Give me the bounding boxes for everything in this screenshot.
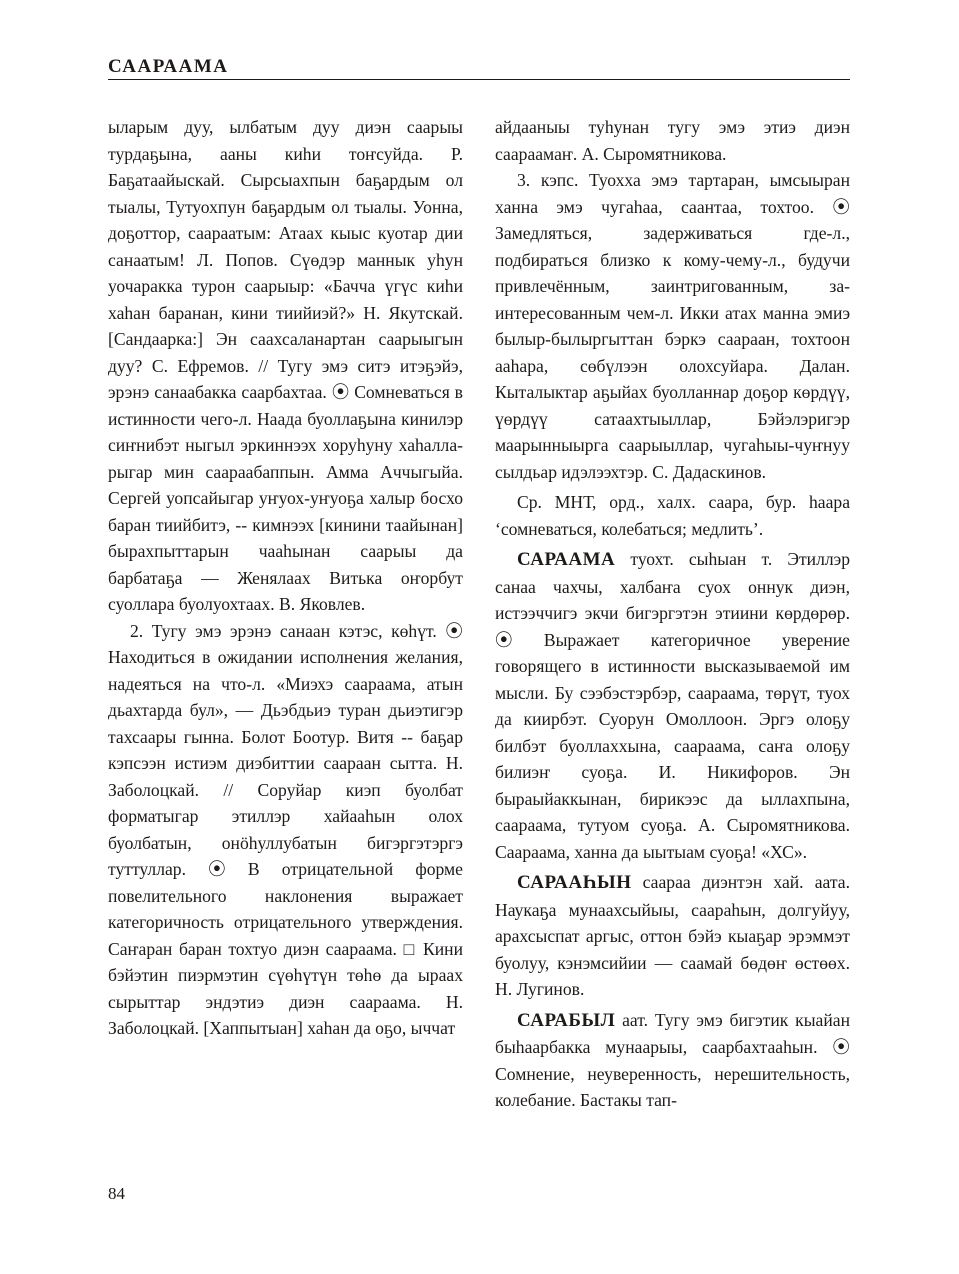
entry-saarabyl (495, 1007, 850, 1114)
right-paragraph-3: Ср. МНТ, орд., халх. саара, бур. һаара ‘сомневаться, колебаться; медлить’. (495, 492, 850, 539)
right-paragraph-2: 3. кэпс. Туохха эмэ тартаран, ымсыыран ханна эмэ чугаһаа, саантаа, тохтоо. ⦿ Замедляться, задерживаться где-л., подбираться близко к кому-чему-л., будучи привлечённым, заинтригованным, заинтересованным чем-л. Икки атах манна эмиэ былыр-былыргыттан бэркэ саараан, тохтоон ааһара, сөбүлээн олохсуйара. Далан. Кыталыктар аҕыйах буолланнар доҕор көрдүү, үөрдүү сатаахтыыллар, Бэйэлэригэр маарынныырга саарыыллар, чугаһыы-чуҥнуу сылдьар идэлээхтэр. С. Дадаскинов. (495, 170, 850, 482)
entry-saaraahyn (495, 869, 850, 1003)
headword-saarabyl: САРАБЫЛ (517, 1009, 616, 1031)
header-rule (108, 79, 850, 80)
right-paragraph-1: айдааныы туһунан тугу эмэ этиэ диэн саараамаҥ. А. Сыромятникова. (495, 117, 850, 164)
left-paragraph-2: 2. Тугу эмэ эрэнэ санаан кэтэс, көһүт. ⦿ Находиться в ожидании исполнения желания, надеяться на что-л. «Миэхэ саараама, атын дьахтарда бул», — Дьэбдьиэ туран дьиэтигэр тахсаары гынна. Болот Боотур. Витя -- баҕар кэпсээн истиэм диэбиттии саараан сытта. Н. Заболоцкай. // Соруйар киэп буолбат форматыгар этиллэр хайааһын олох буолбатын, онӧһуллубатын бигэргэтэргэ туттуллар. ⦿ В отрицательной форме повелительного наклонения выражает категоричность отрицательного утверждения. Саҥаран баран тохтуо диэн саараама. □ Кини бэйэтин пиэрмэтин сүөһүтүн төһө да ыраах сырыттар эндэтиэ диэн саараама. Н. Заболоцкай. [Хаппытыан] хаһан да оҕо, ыччат (108, 620, 463, 1038)
headword-saaraahyn: САРААҺЫН (517, 872, 632, 893)
page-number: 84 (108, 1184, 125, 1203)
right-column (495, 114, 850, 1114)
entry-saaraahyn-body: саараа диэнтэн хай. аата. Наукаҕа мунаахсыйыы, саараһын, долгуйуу, арахсыспат аргыс, оттон бэйэ кыаҕар эрэммэт буолуу, кэнэмсийии — саамай бөдөҥ өстөөх. Н. Лугинов. (495, 872, 850, 999)
left-column (108, 114, 463, 1042)
headword-saaraama: САРААМА (517, 549, 616, 570)
entry-saarabyl-body: аат. Тугу эмэ бигэтик кыайан быһаарбакка мунаарыы, саарбахтааһын. ⦿ Сомнение, неуверенность, нерешительность, колебание. Бастакы тап- (495, 1009, 850, 1110)
entry-saaraama (495, 546, 850, 865)
left-paragraph-1: ыларым дуу, ылбатым дуу диэн саарыы турдаҕына, ааны киһи тоҥсуйда. Р. Баҕатаайыскай. Сырсыахпын баҕардым ол тыалы, Тутуохпун баҕардым ол тыалы. Уонна, доҕоттор, саараатым: Атаах кыыс куотар дии санаатым! Л. Попов. Сүөдэр маннык уһун уочаракка турон саарыыр: «Бачча үгүс киһи хаһан баранан, кини тиийиэй?» Н. Якутскай. [Сандаарка:] Эн саахсаланартан саарыыгын дуу? С. Ефремов. // Тугу эмэ ситэ итэҕэйэ, эрэнэ санаабакка саарбахтаа. ⦿ Сомневаться в истинности чего-л. Наада буоллаҕына кинилэр сиҥнибэт ныгыл эркиннээх хоруһуну хаһалларыгар мин саараабаппын. Амма Аччыгыйа. Сергей уопсайыгар уҥуох-уҥуоҕа халыр босхо баран тиийбитэ, -- кимнээх [кинини таайынан] бырахпыттарын чааһынан саарыы да барбатаҕа — Женялаах Витька оҥорбут суоллара буолуохтаах. В. Яковлев. (108, 117, 463, 614)
entry-saaraama-body: туохт. сыһыан т. Этиллэр санаа чахчы, халбаҥа суох оннук диэн, истээччигэ экчи бигэргэтэн этиини көрдөрөр. ⦿ Выражает категоричное уверение говорящего в истинности высказываемой им мысли. Бу сээбэстэрбэр, саараама, төрүт, туох да киирбэт. Суорун Омоллоон. Эргэ олоҕу билбэт буоллаххына, саараама, саҥа олоҕу билиэҥ суоҕа. И. Никифоров. Эн быраыйаккынан, бирикээс да ыллахпына, саараама, тутуом суоҕа. А. Сыромятникова. Саараама, ханна да ыытыам суоҕа! «ХС». (495, 549, 850, 862)
running-title: СААРААМА (108, 56, 229, 77)
